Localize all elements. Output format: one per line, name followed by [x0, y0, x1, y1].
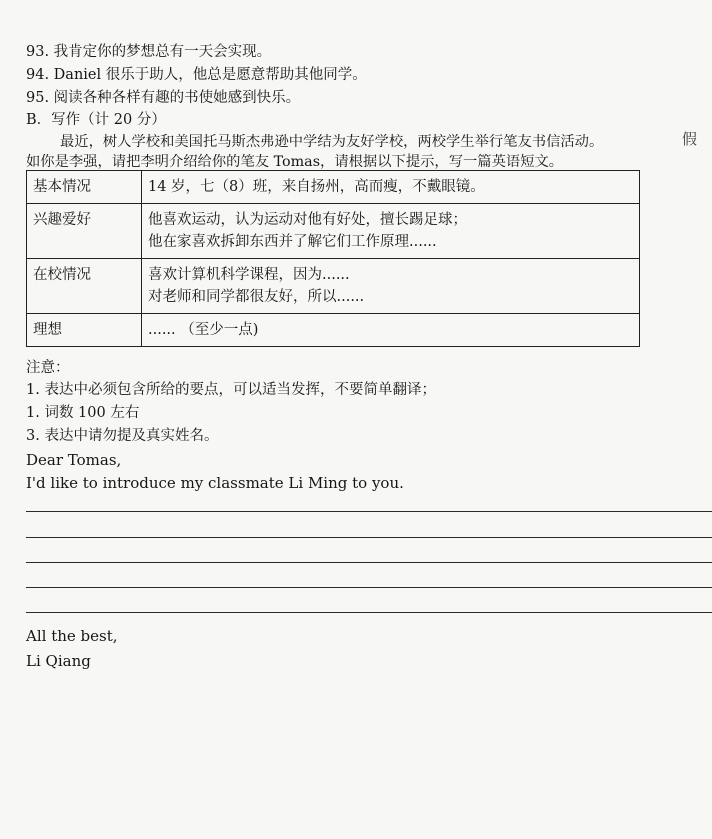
- table-value-line: 对老师和同学都很友好，所以......: [148, 289, 365, 305]
- note-item: 1. 词数 100 左右: [26, 405, 140, 421]
- notes-heading: 注意：: [26, 360, 70, 376]
- letter-closing: All the best,: [26, 627, 118, 645]
- table-value-line: 他在家喜欢拆卸东西并了解它们工作原理......: [148, 234, 437, 250]
- writing-prompt-line-1: 最近，树人学校和美国托马斯杰弗逊中学结为友好学校，两校学生举行笔友书信活动。: [60, 134, 604, 150]
- writing-line: [26, 587, 712, 588]
- writing-line: [26, 562, 712, 563]
- table-value: [142, 259, 640, 314]
- note-item: 3. 表达中请勿提及真实姓名。: [26, 428, 219, 444]
- section-b-heading: B．写作（计 20 分）: [26, 112, 166, 128]
- writing-line: [26, 612, 712, 613]
- table-value: [142, 171, 640, 204]
- table-value-line: ...... （至少一点): [148, 322, 259, 338]
- translation-item-95: 95. 阅读各种各样有趣的书使她感到快乐。: [26, 90, 301, 106]
- note-item: 1. 表达中必须包含所给的要点，可以适当发挥，不要简单翻译；: [26, 382, 436, 398]
- translation-item-93: 93. 我肯定你的梦想总有一天会实现。: [26, 44, 272, 60]
- table-row: [27, 204, 640, 259]
- margin-char: 假: [682, 130, 698, 148]
- letter-signature: Li Qiang: [26, 652, 91, 670]
- table-value-line: 他喜欢运动，认为运动对他有好处，擅长踢足球；: [148, 212, 467, 228]
- table-value: [142, 314, 640, 347]
- table-row: [27, 171, 640, 204]
- table-value: [142, 204, 640, 259]
- table-key: 在校情况: [27, 259, 142, 314]
- table-key: 理想: [27, 314, 142, 347]
- table-value-line: 14 岁，七（8）班，来自扬州，高而瘦，不戴眼镜。: [148, 179, 485, 195]
- writing-line: [26, 511, 712, 512]
- letter-opening: I'd like to introduce my classmate Li Ming to you.: [26, 474, 404, 492]
- writing-line: [26, 537, 712, 538]
- letter-greeting: Dear Tomas,: [26, 451, 122, 469]
- table-value-line: 喜欢计算机科学课程，因为......: [148, 267, 350, 283]
- table-key: 基本情况: [27, 171, 142, 204]
- translation-item-94: 94. Daniel 很乐于助人，他总是愿意帮助其他同学。: [26, 67, 367, 83]
- writing-prompt-line-2: 如你是李强，请把李明介绍给你的笔友 Tomas，请根据以下提示，写一篇英语短文。: [26, 154, 564, 170]
- table-row: [27, 314, 640, 347]
- table-row: [27, 259, 640, 314]
- table-key: 兴趣爱好: [27, 204, 142, 259]
- info-table: [26, 170, 640, 347]
